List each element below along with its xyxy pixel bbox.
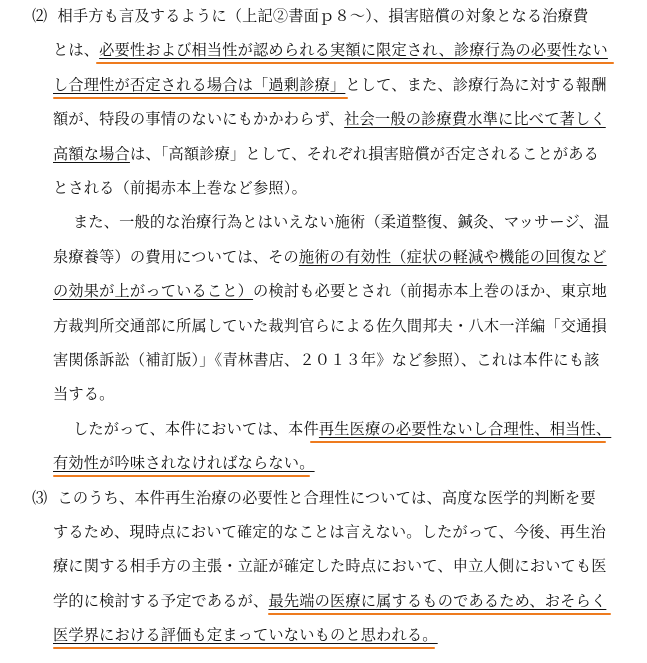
paragraph-3-line-4: 学的に検討する予定であるが、最先端の医療に属するものであるため、おそらく: [53, 591, 607, 610]
paragraph-3-line-1: ⑶ このうち、本件再生治療の必要性と合理性については、高度な医学的判断を要: [32, 488, 596, 507]
paragraph-3-line-5: [53, 623, 438, 661]
orange-highlight-mark: [53, 475, 310, 477]
paragraph-2-line-3: し合理性が否定される場合は「過剰診療」として、また、診療行為に対する報酬: [53, 75, 607, 94]
paragraph-2-line-9: の効果が上がっていること）の検討も必要とされ（前掲赤本上巻のほか、東京地: [53, 282, 607, 301]
paragraph-2-line-14: [53, 451, 315, 489]
paragraph-2-line-12: 当する。: [53, 385, 115, 404]
orange-highlight-mark: [53, 647, 435, 649]
underlined-phrase: し合理性が否定される場合は「過剰診療」: [53, 75, 346, 94]
paragraph-2-line-1: ⑵ 相手方も言及するように（上記②書面ｐ８～）、損害賠償の対象となる治療費: [32, 7, 589, 25]
underlined-phrase: 必要性および相当性が認められる実額に限定され、診療行為の必要性ない: [99, 41, 608, 60]
paragraph-2-line-10: 方裁判所交通部に所属していた裁判官らによる佐久間邦夫・八木一洋編「交通損: [53, 316, 607, 335]
underlined-phrase: 社会一般の診療費水準に比べて著しく: [344, 110, 606, 129]
paragraph-2-line-11: 害関係訴訟（補訂版）」《青林書店、２０１３年》など参照）、これは本件にも該: [53, 351, 600, 369]
underlined-phrase: 施術の有効性（症状の軽減や機能の回復など: [298, 247, 607, 266]
paragraph-3-line-2: するため、現時点において確定的なことは言えない。したがって、今後、再生治: [53, 523, 607, 541]
paragraph-2-line-6: とされる（前掲赤本上巻など参照）。: [53, 179, 307, 197]
paragraph-2-line-8: 泉療養等）の費用については、その施術の有効性（症状の軽減や機能の回復など: [53, 247, 607, 266]
underlined-phrase: の効果が上がっていること）: [53, 282, 254, 301]
paragraph-2-number: ⑵: [32, 7, 48, 25]
paragraph-2-line-2: とは、必要性および相当性が認められる実額に限定され、診療行為の必要性ない: [53, 41, 608, 60]
paragraph-3-number: ⑶: [32, 488, 48, 507]
orange-highlight-mark: [310, 441, 606, 443]
paragraph-2-line-7: また、一般的な治療行為とはいえない施術（柔道整復、鍼灸、マッサージ、温: [73, 213, 610, 232]
underlined-phrase: 有効性が吟味されなければならない。: [53, 454, 315, 473]
underlined-phrase: 高額な場合: [53, 144, 130, 163]
paragraph-2-line-4: 額が、特段の事情のないにもかかわらず、社会一般の診療費水準に比べて著しく: [53, 110, 606, 129]
underlined-phrase: 医学界における評価も定まっていないものと思われる。: [53, 626, 438, 645]
orange-highlight-mark: [53, 97, 348, 99]
underlined-phrase: 最先端の医療に属するものであるため、おそらく: [268, 591, 607, 610]
paragraph-2-line-13: したがって、本件においては、本件再生医療の必要性ないし合理性、相当性、: [73, 419, 612, 438]
paragraph-3-line-3: 療に関する相手方の主張・立証が確定した時点において、申立人側においても医: [53, 557, 607, 576]
underlined-phrase: 再生医療の必要性ないし合理性、相当性、: [318, 419, 612, 438]
orange-highlight-mark: [268, 613, 611, 615]
paragraph-2-line-5: 高額な場合は、「高額診療」として、それぞれ損害賠償が否定されることがある: [53, 144, 600, 163]
